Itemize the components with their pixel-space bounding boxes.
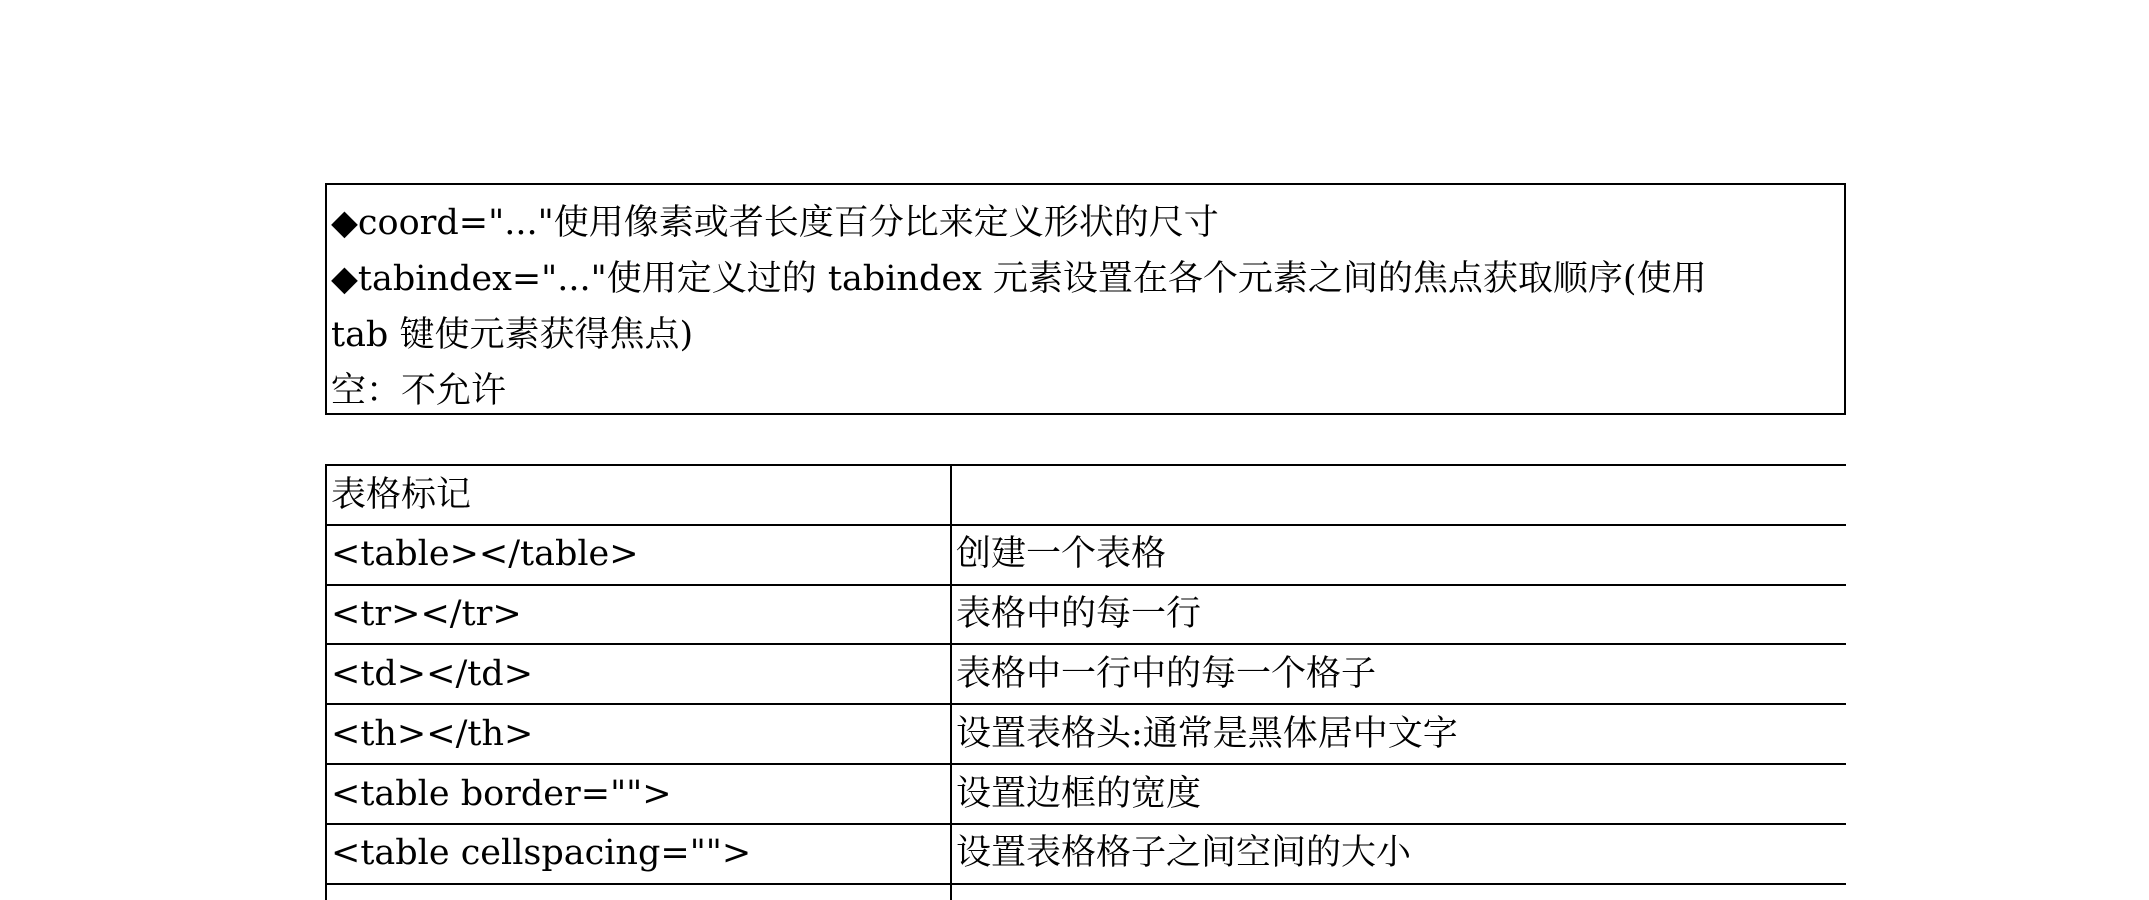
description-cell: 设置表格格子之间空间的大小 [951, 824, 1846, 884]
tabindex-continuation-line: tab 键使元素获得焦点) [331, 315, 694, 355]
diamond-bullet-icon: ◆ [331, 259, 358, 299]
description-cell: 设置表格头:通常是黑体居中文字 [951, 704, 1846, 764]
description-cell: 创建一个表格 [951, 525, 1846, 585]
table-row [326, 585, 1846, 645]
tag-cell: <th></th> [326, 704, 951, 764]
diamond-bullet-icon: ◆ [331, 203, 358, 243]
attribute-description-box [325, 183, 1846, 415]
empty-not-allowed-line: 空：不允许 [331, 371, 507, 411]
coord-text: coord="..."使用像素或者长度百分比来定义形状的尺寸 [357, 203, 1219, 243]
table-row [326, 644, 1846, 704]
coord-line [331, 195, 1840, 251]
table-row [326, 525, 1846, 585]
tabindex-text: tabindex="..."使用定义过的 tabindex 元素设置在各个元素之间的焦点获取顺序(使用 [357, 259, 1707, 299]
tag-cell: <table></table> [326, 525, 951, 585]
tag-cell: 表格标记 [326, 465, 951, 525]
table-row [326, 884, 1846, 900]
tag-cell: <table cellspacing=""> [326, 824, 951, 884]
table-tags-table [325, 464, 1846, 900]
table-row [326, 465, 1846, 525]
table-row [326, 704, 1846, 764]
description-cell [951, 465, 1846, 525]
table-row [326, 824, 1846, 884]
tag-cell: <tr></tr> [326, 585, 951, 645]
description-cell: 表格中一行中的每一个格子 [951, 644, 1846, 704]
description-cell: 表格中的每一行 [951, 585, 1846, 645]
tabindex-line [331, 251, 1840, 307]
table-row [326, 764, 1846, 824]
tag-cell: <td></td> [326, 644, 951, 704]
tag-cell: <table border=""> [326, 764, 951, 824]
description-cell [951, 884, 1846, 900]
description-cell: 设置边框的宽度 [951, 764, 1846, 824]
tag-cell [326, 884, 951, 900]
table-tags-section [325, 464, 1846, 900]
